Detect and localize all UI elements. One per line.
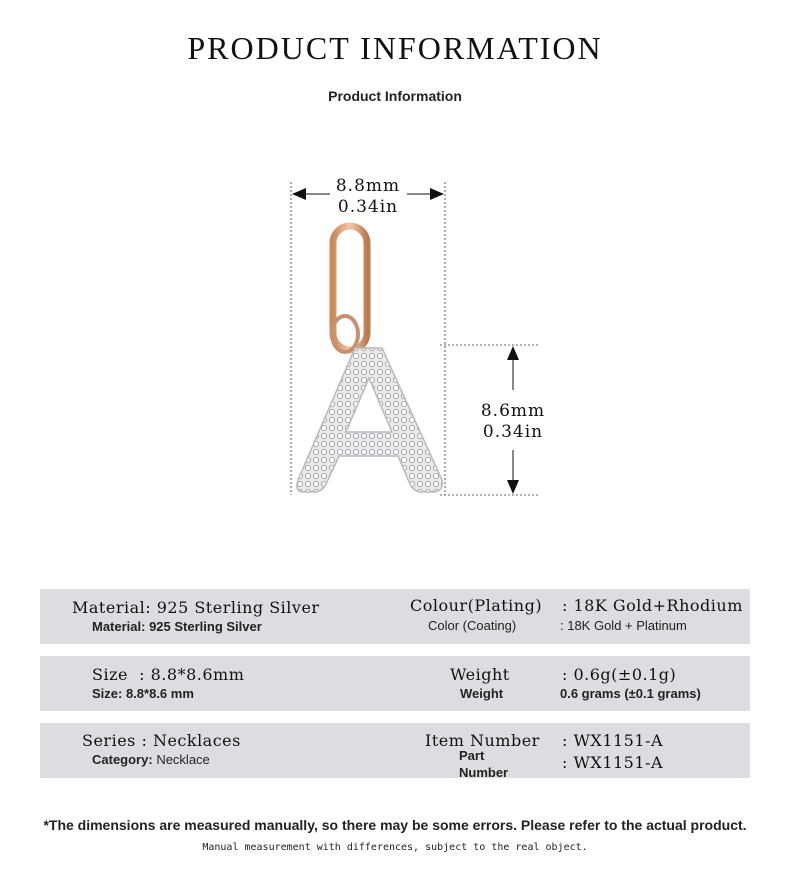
color-coating-label: Color (Coating): [428, 618, 517, 633]
page-title: PRODUCT INFORMATION: [187, 30, 603, 66]
part-label-2: Number: [459, 765, 509, 780]
disclaimer-note: *The dimensions are measured manually, so there may be some errors. Please refer to the actual product.: [43, 817, 747, 833]
series-main: Series : Necklaces: [82, 731, 241, 750]
weight-sub-label: Weight: [460, 686, 504, 701]
color-coating-value: : 18K Gold + Platinum: [560, 618, 687, 633]
height-mm: 8.6mm: [480, 401, 546, 421]
pendant-bail: [332, 226, 367, 352]
size-sub: Size: 8.8*8.6 mm: [92, 686, 194, 701]
width-in: 0.34in: [337, 197, 399, 217]
weight-sub-value: 0.6 grams (±0.1 grams): [560, 686, 701, 701]
category-value: Necklace: [156, 752, 210, 767]
colour-value: : 18K Gold+Rhodium: [562, 596, 743, 615]
weight-value: : 0.6g(±0.1g): [562, 665, 677, 684]
spec-row-material: [40, 589, 750, 644]
disclaimer-note-small: Manual measurement with differences, subject to the real object.: [202, 842, 588, 853]
material-main: Material: 925 Sterling Silver: [72, 598, 320, 617]
width-mm: 8.8mm: [335, 176, 401, 196]
spec-row-series: [40, 723, 750, 778]
size-main: Size : 8.8*8.6mm: [92, 665, 245, 684]
height-in: 0.34in: [482, 422, 544, 442]
item-number-value: : WX1151-A: [562, 731, 663, 750]
page-subtitle: Product Information: [328, 88, 462, 104]
spec-row-size: [40, 656, 750, 711]
letter-a-pendant: [297, 348, 442, 492]
category-sub: [92, 752, 210, 767]
weight-label: Weight: [450, 665, 510, 684]
material-sub: Material: 925 Sterling Silver: [92, 619, 262, 634]
item-number-label: Item Number: [425, 731, 540, 750]
part-label-1: Part: [459, 748, 485, 763]
part-number-value: : WX1151-A: [562, 753, 663, 772]
height-label: [463, 401, 563, 443]
category-label: Category:: [92, 752, 153, 767]
colour-label: Colour(Plating): [410, 596, 543, 615]
width-label: [318, 176, 418, 218]
